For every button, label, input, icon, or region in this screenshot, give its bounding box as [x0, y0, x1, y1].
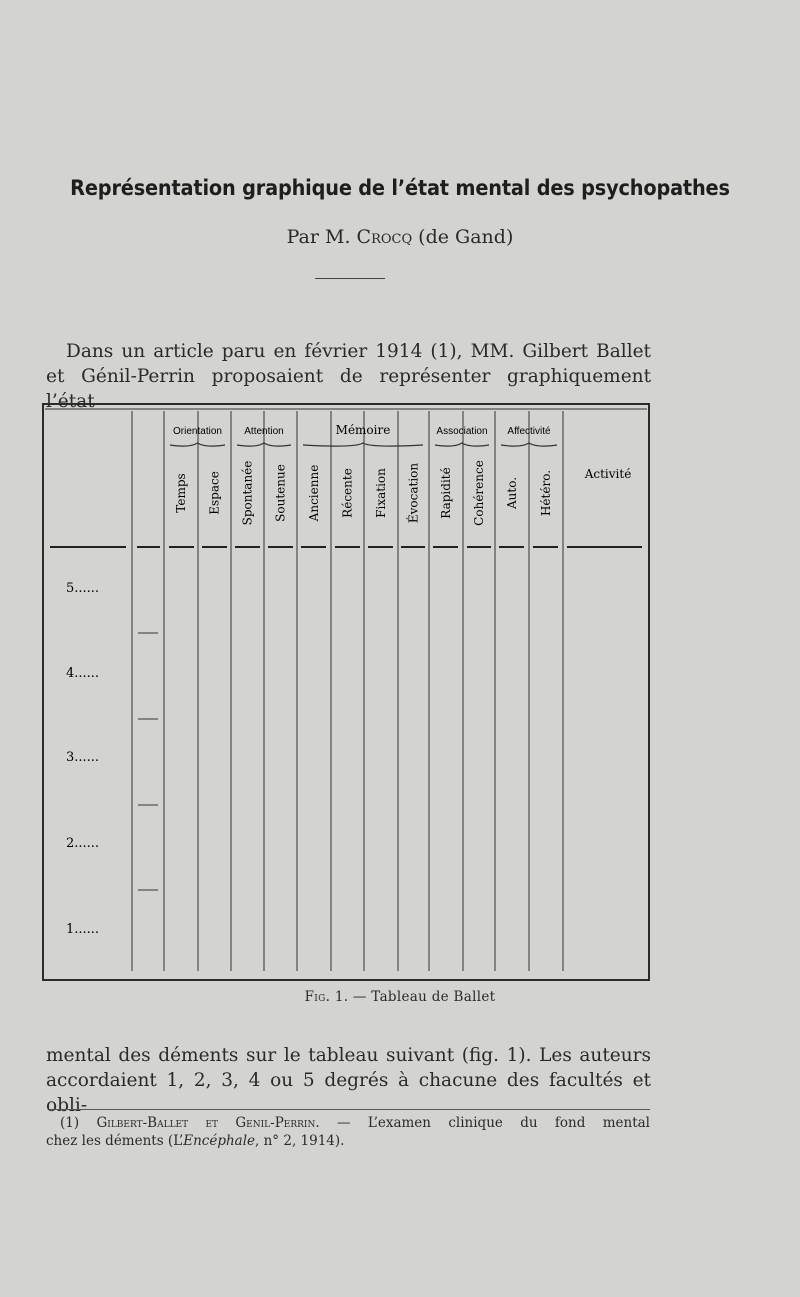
intro-text-line: Dans un article paru en février 1914 (1), MM. Gilbert Ballet [66, 341, 651, 362]
footnote-text: chez les déments (L’ [46, 1133, 184, 1149]
column-header: Soutenue [273, 464, 288, 522]
intro-text-line: et Génil-Perrin proposaient de représenter graphiquement l’état [46, 366, 651, 412]
column-header: Hétéro. [539, 469, 553, 517]
group-header-3: Mémoire [335, 423, 391, 437]
column-header: Cohérence [472, 460, 486, 526]
title-separator-rule [315, 278, 385, 279]
group-brace [303, 443, 423, 446]
group-header-2: Attention [244, 426, 284, 437]
level-labels [66, 581, 99, 937]
article-title: Représentation graphique de l’état mental des psychopathes [70, 176, 730, 200]
footnote-rule [50, 1109, 650, 1110]
level-label: 4...... [66, 666, 100, 681]
body-text-line: accordaient 1, 2, 3, 4 ou 5 degrés à chacune des facultés et obli- [46, 1070, 651, 1116]
caption-figure-number: Fig. 1. [304, 989, 349, 1005]
footnote-line [46, 1132, 651, 1150]
journal-name: Encéphale [183, 1133, 256, 1149]
footnote-marker: (1) [60, 1115, 97, 1131]
level-label: 5...... [66, 581, 100, 596]
level-label: 2...... [66, 836, 100, 851]
figure-caption [0, 989, 800, 1005]
byline [0, 226, 800, 248]
level-label: 1...... [66, 922, 100, 937]
column-header: Spontanée [240, 460, 255, 526]
column-header: Espace [207, 471, 222, 515]
group-header-4: Association [436, 426, 488, 437]
column-header: Évocation [406, 462, 421, 524]
level-ticks [138, 633, 158, 890]
column-header: Ancienne [307, 464, 321, 522]
footnote-text: , n° 2, 1914). [255, 1133, 345, 1149]
ballet-table [42, 403, 650, 981]
column-header: Temps [174, 473, 188, 513]
caption-text: — Tableau de Ballet [348, 989, 496, 1005]
byline-prefix: Par M. [286, 226, 357, 248]
column-header: Rapidité [439, 467, 453, 519]
byline-suffix: (de Gand) [412, 226, 514, 248]
group-header-5: Affectivité [507, 426, 551, 437]
body-text-line: mental des déments sur le tableau suivant (fig. 1). Les auteurs [46, 1045, 651, 1066]
footnote-line [60, 1114, 650, 1132]
column-header: Fixation [374, 468, 388, 518]
group-header-1: Orientation [173, 426, 222, 437]
group-brace [435, 443, 489, 446]
level-label: 3...... [66, 750, 100, 765]
footnote-authors: Gilbert-Ballet et Genil-Perrin. [96, 1115, 320, 1131]
column-header: Récente [340, 468, 355, 518]
column-header: Auto. [505, 476, 519, 510]
author-name: Crocq [356, 226, 413, 248]
group-headers [173, 423, 551, 437]
activity-header: Activité [584, 467, 632, 481]
footnote-text: — L’examen clinique du fond mental [319, 1115, 650, 1131]
